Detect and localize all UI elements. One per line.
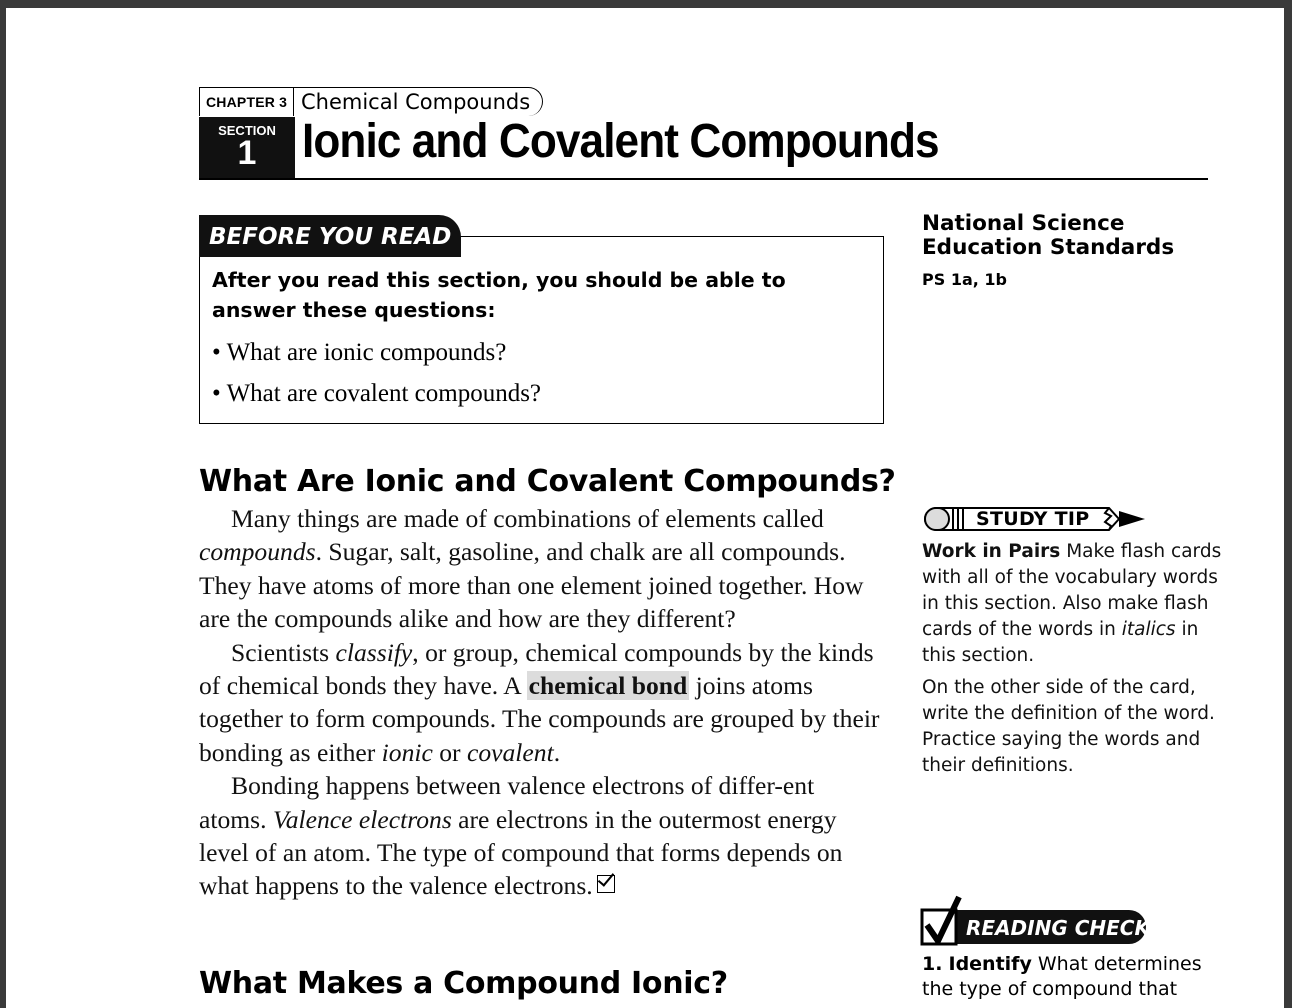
before-you-read-questions	[212, 336, 541, 418]
study-tip-lead: Work in Pairs	[922, 541, 1061, 562]
section-badge	[199, 117, 295, 180]
section-heading-1: What Are Ionic and Covalent Compounds?	[199, 464, 896, 499]
paragraph-2: Scientists classify, or group, chemical compounds by the kinds of chemical bonds they have. A chemical bond joins atoms together to form compounds. The compounds are grouped by their bonding as either ionic or covalent.	[199, 637, 880, 767]
italic-term: covalent	[466, 737, 554, 767]
reading-check-checkbox-icon[interactable]	[597, 875, 615, 893]
checkmark-icon	[919, 893, 967, 949]
key-term-chemical-bond: chemical bond	[528, 671, 688, 701]
before-you-read-label: BEFORE YOU READ	[199, 215, 461, 257]
paragraph-1: Many things are made of combinations of elements called compounds. Sugar, salt, gasoline, and chalk are all compounds. They have atoms of more than one element joined together. How are the compounds alike and how are they different?	[199, 504, 864, 634]
study-tip-label: STUDY TIP	[976, 508, 1090, 530]
study-tip-paragraph-2: On the other side of the card, write the definition of the word. Practice saying the words and their definitions.	[922, 677, 1215, 776]
italic-term: ionic	[381, 737, 433, 767]
before-you-read-intro: After you read this section, you should be able to answer these questions:	[212, 268, 786, 322]
reading-check-verb: Identify	[948, 953, 1032, 975]
standards-title: National Science Education Standards	[922, 211, 1175, 260]
section-word: SECTION	[218, 123, 276, 138]
standards-codes: PS 1a, 1b	[922, 270, 1007, 289]
italic-term: classify	[335, 637, 413, 667]
title-divider	[199, 178, 1208, 180]
list-item: • What are ionic compounds?	[212, 339, 507, 366]
reading-check-label: READING CHECK	[966, 916, 1150, 940]
chapter-tag-box	[199, 87, 294, 116]
italic-term: Valence electrons	[272, 804, 452, 834]
worksheet-page	[6, 8, 1284, 1008]
question-text: What are ionic compounds?	[226, 339, 507, 366]
study-tip-text: Work in Pairs Make flash cards with all of the vocabulary words in this section. Also make flash cards of the words in italics in this section. On the other side of the card, write the definition of the word. Practice saying the words and their definitions.	[922, 539, 1222, 785]
reading-check-question: 1. Identify What determines the type of compound that	[922, 953, 1202, 1000]
paragraph-3: Bonding happens between valence electrons of differ-ent atoms. Valence electrons are electrons in the outermost energy level of an atom. The type of compound that forms depends on what happens to the valence electrons.	[199, 771, 843, 901]
chapter-name: Chemical Compounds	[294, 87, 543, 116]
section-number: 1	[237, 134, 257, 172]
section-heading-2: What Makes a Compound Ionic?	[199, 966, 728, 1001]
list-item: • What are covalent compounds?	[212, 380, 542, 407]
question-text: What are covalent compounds?	[226, 380, 542, 407]
page-title: Ionic and Covalent Compounds	[302, 115, 939, 168]
chapter-tag: CHAPTER 3	[200, 88, 294, 116]
italic-term: compounds	[199, 537, 316, 567]
body-text	[199, 502, 885, 903]
